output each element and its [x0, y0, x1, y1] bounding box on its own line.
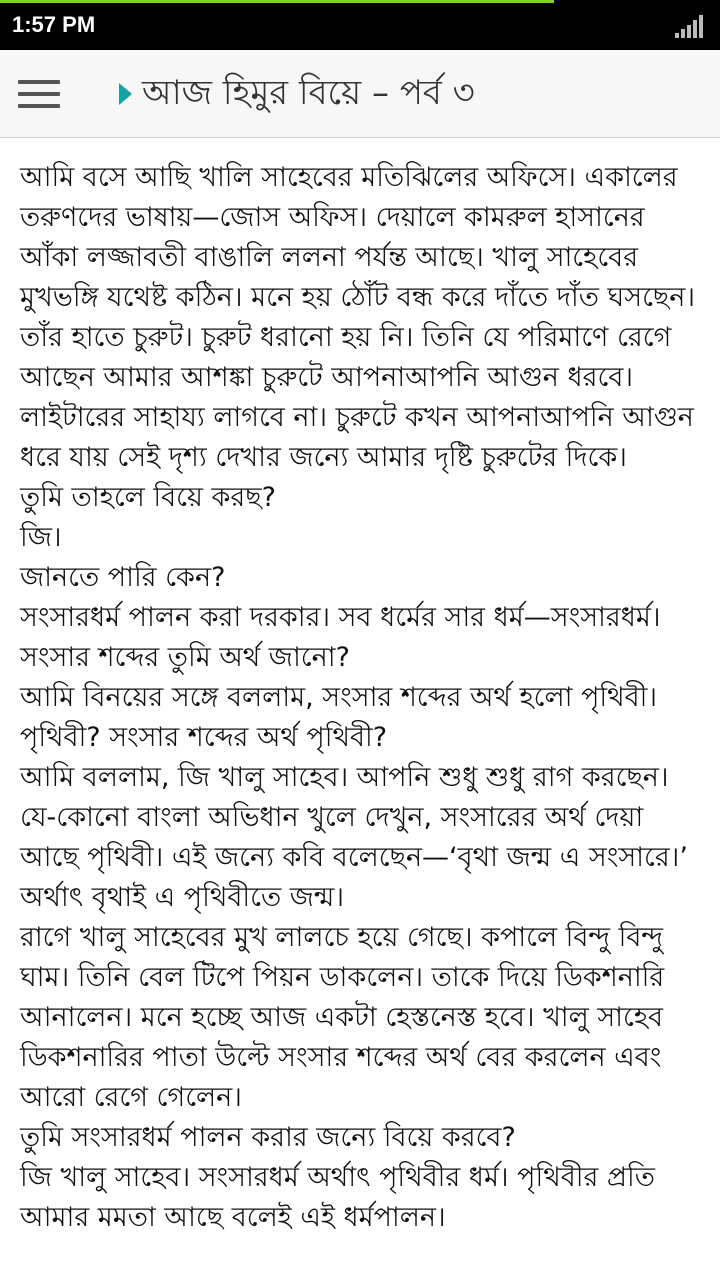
app-bar [0, 50, 720, 138]
page-title: আজ হিমুর বিয়ে – পর্ব ৩ [142, 73, 475, 113]
page-load-progress [0, 0, 554, 3]
paragraph: পৃথিবী? সংসার শব্দের অর্থ পৃথিবী? [20, 722, 388, 753]
signal-bars-icon [674, 14, 708, 38]
paragraph: জানতে পারি কেন? [20, 562, 226, 593]
paragraph: রাগে খালু সাহেবের মুখ লালচে হয়ে গেছে। কপালে বিন্দু বিন্দু ঘাম। তিনি বেল টিপে পিয়ন ডাকলেন। তাকে দিয়ে ডিকশনারি আনালেন। মনে হচ্ছে আজ একটা হেস্তনেস্ত হবে। খালু সাহেব ডিকশনারির পাতা উল্টে সংসার শব্দের অর্থ বের করলেন এবং আরো রেগে গেলেন। [20, 922, 665, 1113]
paragraph: জি খালু সাহেব। সংসারধর্ম অর্থাৎ পৃথিবীর ধর্ম। পৃথিবীর প্রতি আমার মমতা আছে বলেই এই ধর্মপালন। [20, 1162, 656, 1233]
paragraph: সংসারধর্ম পালন করা দরকার। সব ধর্মের সার ধর্ম—সংসারধর্ম। [20, 602, 661, 633]
paragraph: আমি বসে আছি খালি সাহেবের মতিঝিলের অফিসে। একালের তরুণদের ভাষায়—জোস অফিস। দেয়ালে কামরুল হাসানের আঁকা লজ্জাবতী বাঙালি ললনা পর্যন্ত আছে। খালু সাহেবের মুখভঙ্গি যথেষ্ট কঠিন। মনে হয় ঠোঁট বন্ধ করে দাঁতে দাঁত ঘসছেন। তাঁর হাতে চুরুট। চুরুট ধরানো হয় নি। তিনি যে পরিমাণে রেগে আছেন আমার আশঙ্কা চুরুটে আপনাআপনি আগুন ধরবে। লাইটারের সাহায্য লাগবে না। চুরুটে কখন আপনাআপনি আগুন ধরে যায় সেই দৃশ্য দেখার জন্যে আমার দৃষ্টি চুরুটের দিকে। [20, 162, 696, 473]
paragraph: আমি বিনয়ের সঙ্গে বললাম, সংসার শব্দের অর্থ হলো পৃথিবী। [20, 682, 658, 713]
paragraph: তুমি তাহলে বিয়ে করছ? [20, 482, 276, 513]
chapter-text [20, 158, 705, 1238]
paragraph: আমি বললাম, জি খালু সাহেব। আপনি শুধু শুধু রাগ করছেন। যে-কোনো বাংলা অভিধান খুলে দেখুন, সংসারের অর্থ দেয়া আছে পৃথিবী। এই জন্যে কবি বলেছেন—‘বৃথা জন্ম এ সংসারে।’ অর্থাৎ বৃথাই এ পৃথিবীতে জন্ম। [20, 762, 688, 913]
status-bar [0, 0, 720, 50]
paragraph: জি। [20, 522, 62, 553]
hamburger-menu-icon[interactable] [18, 76, 62, 112]
paragraph: তুমি সংসারধর্ম পালন করার জন্যে বিয়ে করবে? [20, 1122, 516, 1153]
paragraph: সংসার শব্দের তুমি অর্থ জানো? [20, 642, 350, 673]
caret-right-icon [119, 83, 132, 105]
status-time: 1:57 PM [12, 12, 96, 37]
